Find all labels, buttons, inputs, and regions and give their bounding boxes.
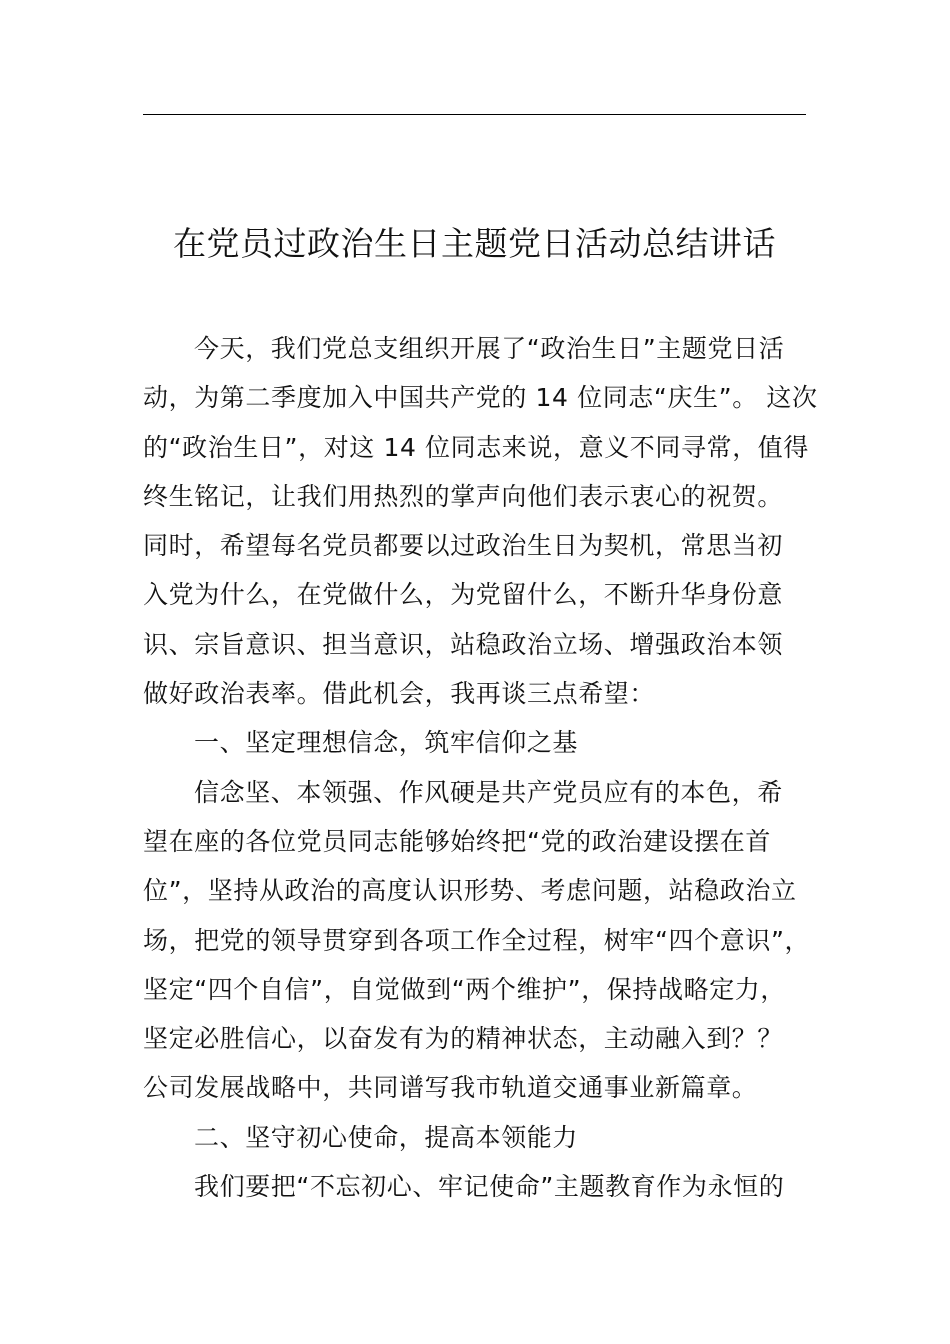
text-line: 做好政治表率。借此机会，我再谈三点希望： xyxy=(143,679,656,709)
text-line: 今天，我们党总支组织开展了“政治生日”主题党日活 xyxy=(194,334,785,363)
text-line: 公司发展战略中，共同谱写我市轨道交通事业新篇章。 xyxy=(143,1073,758,1103)
header-rule xyxy=(143,114,806,115)
text-line: 坚定“四个自信”，自觉做到“两个维护”，保持战略定力， xyxy=(143,974,787,1004)
text-line: 入党为什么，在党做什么，为党留什么，不断升华身份意 xyxy=(143,580,784,610)
text-line: 我们要把“不忘初心、牢记使命”主题教育作为永恒的 xyxy=(194,1172,785,1202)
text-line: 信念坚、本领强、作风硬是共产党员应有的本色，希 xyxy=(194,777,783,807)
section-heading-2: 二、坚守初心使命，提高本领能力 xyxy=(194,1122,579,1152)
text-line: 坚定必胜信心，以奋发有为的精神状态，主动融入到？？ xyxy=(143,1024,784,1054)
text-line: 位”，坚持从政治的高度认识形势、考虑问题，站稳政治立 xyxy=(143,876,797,906)
document-title: 在党员过政治生日主题党日活动总结讲话 xyxy=(173,224,776,263)
section-heading-1: 一、坚定理想信念，筑牢信仰之基 xyxy=(194,728,579,758)
document-body xyxy=(143,324,818,1211)
text-line: 望在座的各位党员同志能够始终把“党的政治建设摆在首 xyxy=(143,826,771,856)
text-line: 场，把党的领导贯穿到各项工作全过程，树牢“四个意识”， xyxy=(143,925,811,955)
text-line: 同时，希望每名党员都要以过政治生日为契机，常思当初 xyxy=(143,531,784,561)
text-line: 的“政治生日”，对这 14 位同志来说，意义不同寻常，值得 xyxy=(143,432,810,462)
text-line: 动，为第二季度加入中国共产党的 14 位同志“庆生”。 这次 xyxy=(143,383,818,413)
text-line: 终生铭记，让我们用热烈的掌声向他们表示衷心的祝贺。 xyxy=(143,481,784,511)
text-line: 识、宗旨意识、担当意识，站稳政治立场、增强政治本领 xyxy=(143,629,784,659)
